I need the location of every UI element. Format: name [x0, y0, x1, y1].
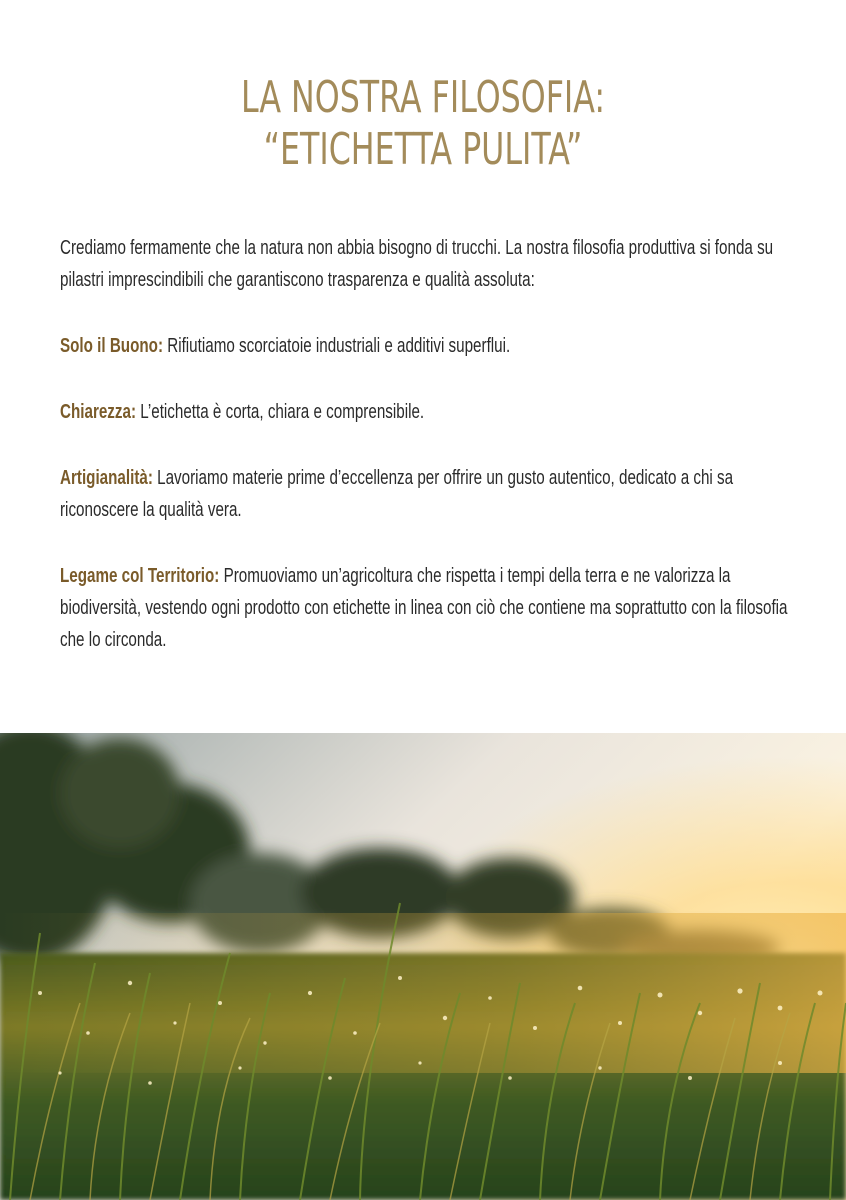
pillar-label: Chiarezza:	[60, 401, 137, 423]
page-title	[118, 72, 727, 176]
title-line-2: “ETICHETTA PULITA”	[263, 124, 583, 175]
pillar-label: Solo il Buono:	[60, 335, 164, 357]
title-line-1: LA NOSTRA FILOSOFIA:	[240, 72, 606, 123]
pillar-chiarezza	[60, 396, 790, 428]
pillar-text: Lavoriamo materie prime d’eccellenza per offrire un gusto autentico, dedicato a chi sa riconoscere la qualità vera.	[60, 467, 734, 521]
pillar-solo-il-buono	[60, 330, 790, 362]
intro-paragraph: Crediamo fermamente che la natura non abbia bisogno di trucchi. La nostra filosofia produttiva si fonda su pilastri imprescindibili che garantiscono trasparenza e qualità assoluta:	[60, 237, 774, 291]
pillar-text: L’etichetta è corta, chiara e comprensibile.	[136, 401, 425, 423]
pillar-legame-col-territorio	[60, 560, 790, 656]
philosophy-text	[60, 232, 790, 690]
pillar-label: Legame col Territorio:	[60, 565, 220, 587]
pillar-text: Promuoviamo un’agricoltura che rispetta i tempi della terra e ne valorizza la biodiversità, vestendo ogni prodotto con etichette in linea con ciò che contiene ma soprattutto con la filosofia che lo circonda.	[60, 565, 788, 651]
pillar-artigianalita	[60, 462, 790, 526]
pillar-text: Rifiutiamo scorciatoie industriali e additivi superflui.	[163, 335, 511, 357]
pillar-label: Artigianalità:	[60, 467, 153, 489]
meadow-at-sunset-image	[0, 733, 846, 1200]
